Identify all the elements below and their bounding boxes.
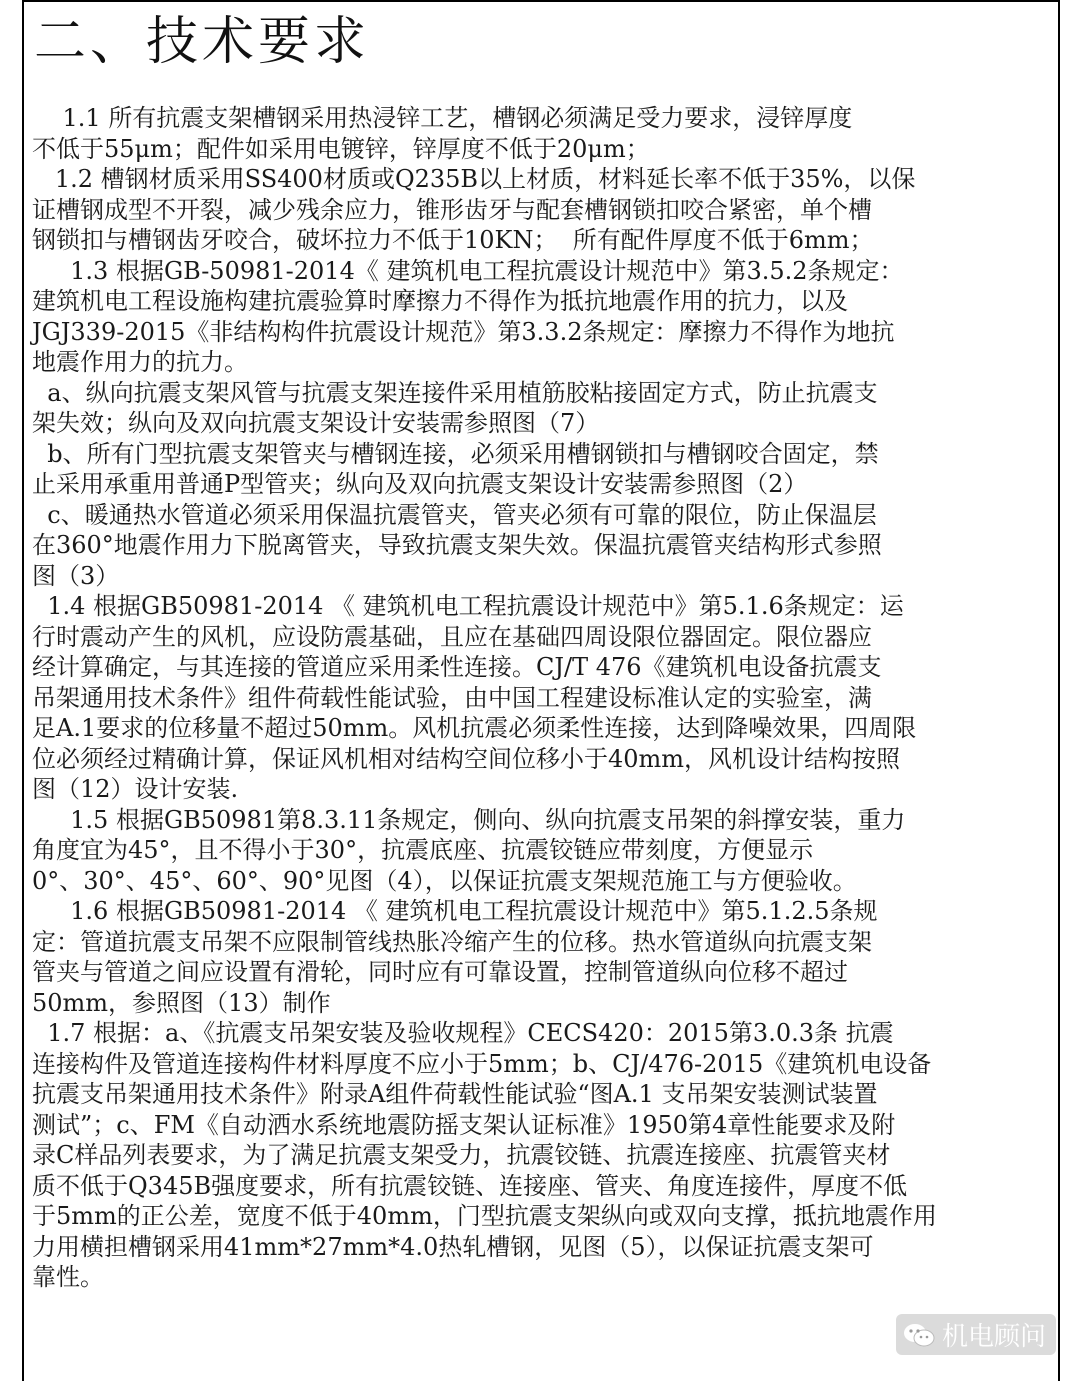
- watermark-text: 机电顾问: [941, 1322, 1046, 1352]
- text-line: c、暖通热水管道必须采用保温抗震管夹，管夹必须有可靠的限位，防止保温层: [32, 500, 877, 529]
- text-line: 1.3 根据GB-50981-2014《 建筑机电工程抗震设计规范中》第3.5.2条规定：: [32, 256, 904, 285]
- text-line: a、纵向抗震支架风管与抗震支架连接件采用植筋胶粘接固定方式，防止抗震支: [32, 378, 878, 407]
- text-line: 定：管道抗震支吊架不应限制管线热胀冷缩产生的位移。热水管道纵向抗震支架: [32, 927, 872, 956]
- text-line: 1.2 槽钢材质采用SS400材质或Q235B以上材质，材料延长率不低于35%，以保: [32, 165, 916, 193]
- text-line: 1.7 根据：a、《抗震支吊架安装及验收规程》CECS420：2015第3.0.3条 抗震: [32, 1019, 894, 1047]
- text-line: 足A.1要求的位移量不超过50mm。风机抗震必须柔性连接，达到降噪效果，四周限: [32, 714, 917, 742]
- text-line: JGJ339-2015《非结构构件抗震设计规范》第3.3.2条规定：摩擦力不得作为地抗: [32, 317, 895, 346]
- text-line: 0°、30°、45°、60°、90°见图（4），以保证抗震支架规范施工与方便验收。: [32, 866, 857, 895]
- text-line: 钢锁扣与槽钢齿牙咬合，破坏拉力不低于10KN； 所有配件厚度不低于6mm；: [32, 226, 874, 254]
- wechat-icon: [902, 1321, 936, 1349]
- text-line: 不低于55μm；配件如采用电镀锌，锌厚度不低于20μm；: [32, 134, 650, 163]
- text-line: 力用横担槽钢采用41mm*27mm*4.0热轧槽钢，见图（5），以保证抗震支架可: [32, 1232, 874, 1261]
- text-line: 行时震动产生的风机，应设防震基础，且应在基础四周设限位器固定。限位器应: [32, 622, 872, 651]
- text-line: 图（3）: [32, 561, 120, 590]
- text-line: 图（12）设计安装.: [32, 775, 239, 803]
- text-line: 1.4 根据GB50981-2014 《 建筑机电工程抗震设计规范中》第5.1.6条规定：运: [32, 592, 904, 620]
- text-line: 质不低于Q345B强度要求，所有抗震铰链、连接座、管夹、角度连接件，厚度不低: [32, 1171, 908, 1200]
- text-line: 1.5 根据GB50981第8.3.11条规定，侧向、纵向抗震支吊架的斜撑安装，重力: [32, 805, 906, 834]
- text-line: 建筑机电工程设施构建抗震验算时摩擦力不得作为抵抗地震作用的抗力，以及: [32, 287, 848, 315]
- text-line: 1.1 所有抗震支架槽钢采用热浸锌工艺，槽钢必须满足受力要求，浸锌厚度: [32, 104, 853, 132]
- text-line: b、所有门型抗震支架管夹与槽钢连接，必须采用槽钢锁扣与槽钢咬合固定，禁: [32, 439, 879, 468]
- text-line: 50mm，参照图（13）制作: [32, 988, 331, 1017]
- text-line: 于5mm的正公差，宽度不低于40mm，门型抗震支架纵向或双向支撑，抵抗地震作用: [32, 1202, 937, 1230]
- text-line: 地震作用力的抗力。: [32, 348, 248, 376]
- document-body: [32, 103, 1032, 1293]
- text-line: 架失效；纵向及双向抗震支架设计安装需参照图（7）: [32, 409, 600, 437]
- text-line: 录C样品列表要求，为了满足抗震支架受力，抗震铰链、抗震连接座、抗震管夹材: [32, 1141, 891, 1169]
- text-line: 管夹与管道之间应设置有滑轮，同时应有可靠设置，控制管道纵向位移不超过: [32, 958, 848, 986]
- text-line: 靠性。: [32, 1263, 104, 1291]
- text-line: 止采用承重用普通P型管夹；纵向及双向抗震支架设计安装需参照图（2）: [32, 470, 808, 498]
- page-title: 二、技术要求: [34, 12, 371, 72]
- watermark: [896, 1314, 1056, 1355]
- text-line: 证槽钢成型不开裂，减少残余应力，锥形齿牙与配套槽钢锁扣咬合紧密，单个槽: [32, 195, 872, 224]
- text-line: 测试”；c、FM《自动洒水系统地震防摇支架认证标准》1950第4章性能要求及附: [32, 1110, 896, 1139]
- text-line: 经计算确定，与其连接的管道应采用柔性连接。CJ/T 476《建筑机电设备抗震支: [32, 653, 882, 681]
- text-line: 位必须经过精确计算，保证风机相对结构空间位移小于40mm，风机设计结构按照: [32, 744, 901, 773]
- text-line: 抗震支吊架通用技术条件》附录A组件荷载性能试验“图A.1 支吊架安装测试装置: [32, 1080, 878, 1108]
- text-line: 连接构件及管道连接构件材料厚度不应小于5mm；b、CJ/476-2015《建筑机电设备: [32, 1049, 932, 1078]
- text-line: 吊架通用技术条件》组件荷载性能试验，由中国工程建设标准认定的实验室，满: [32, 683, 872, 712]
- text-line: 角度宜为45°，且不得小于30°，抗震底座、抗震铰链应带刻度，方便显示: [32, 836, 814, 864]
- text-line: 1.6 根据GB50981-2014 《 建筑机电工程抗震设计规范中》第5.1.2.5条规: [32, 897, 878, 925]
- text-line: 在360°地震作用力下脱离管夹，导致抗震支架失效。保温抗震管夹结构形式参照: [32, 531, 882, 559]
